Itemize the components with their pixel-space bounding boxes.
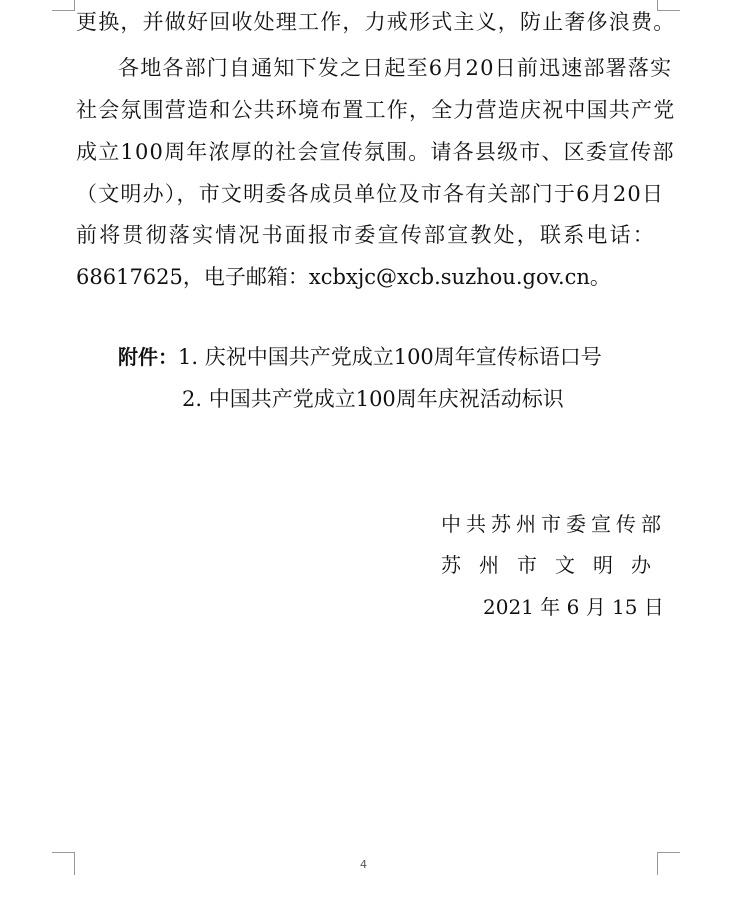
paragraph-2-line-2: 社会氛围营造和公共环境布置工作，全力营造庆祝中国共产党 bbox=[76, 98, 676, 122]
body-line-1: 更换，并做好回收处理工作，力戒形式主义，防止奢侈浪费。 bbox=[76, 10, 676, 34]
signature-org-civilization: 苏州市文明办 bbox=[441, 553, 669, 577]
signature-date: 2021 年 6 月 15 日 bbox=[483, 595, 664, 619]
attachment-item-1: 1. 庆祝中国共产党成立100周年宣传标语口号 bbox=[178, 345, 602, 369]
attachment-label: 附件： bbox=[118, 345, 178, 369]
corner-mark-top-left bbox=[52, 0, 75, 11]
paragraph-2-line-4: （文明办），市文明委各成员单位及市各有关部门于6月20日 bbox=[76, 182, 665, 206]
corner-mark-bottom-left bbox=[52, 852, 75, 875]
page-number: 4 bbox=[360, 858, 367, 871]
paragraph-2-line-5: 前将贯彻落实情况书面报市委宣传部宣教处，联系电话： bbox=[76, 223, 656, 247]
paragraph-2-line-1: 各地各部门自通知下发之日起至6月20日前迅速部署落实 bbox=[118, 56, 673, 80]
paragraph-2-line-3: 成立100周年浓厚的社会宣传氛围。请各县级市、区委宣传部 bbox=[76, 140, 675, 164]
signature-org-propaganda: 中共苏州市委宣传部 bbox=[441, 512, 666, 536]
corner-mark-bottom-right bbox=[657, 852, 680, 875]
paragraph-2-line-6: 68617625，电子邮箱：xcbxjc@xcb.suzhou.gov.cn。 bbox=[76, 265, 611, 289]
attachment-row-1 bbox=[118, 344, 602, 370]
attachment-item-2: 2. 中国共产党成立100周年庆祝活动标识 bbox=[182, 387, 564, 411]
